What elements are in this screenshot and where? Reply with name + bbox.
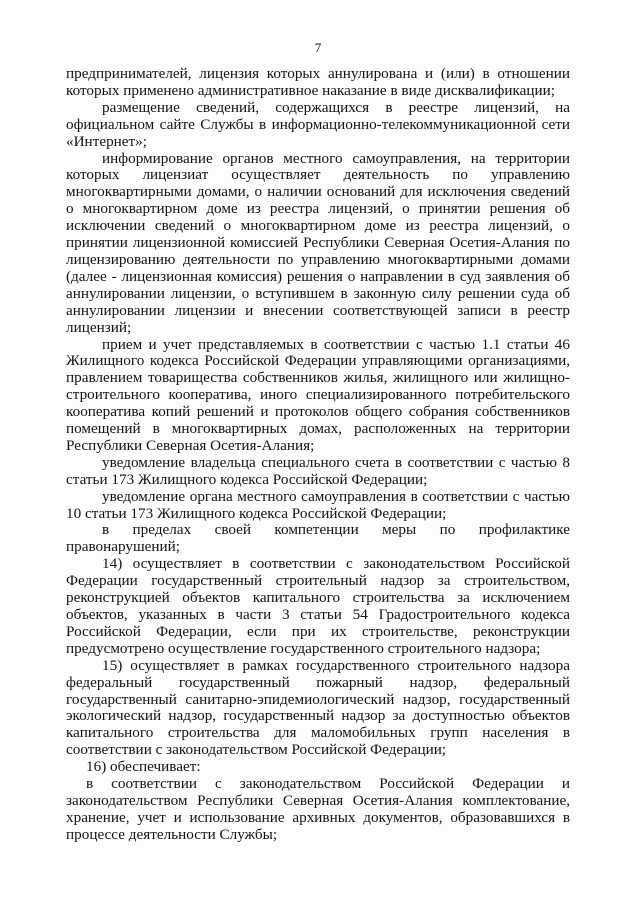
paragraph-informing-local-government: информирование органов местного самоуправления, на территории которых лицензиат осуществляет деятельность по управлению многоквартирными домами, о наличии оснований для исключения сведений о многоквартирном доме из реестра лицензий, о принятии решения об исключении сведений о многоквартирном доме из реестра лицензий, о принятии лицензионной комиссией Республики Северная Осетия-Алания по лицензированию деятельности по управлению многоквартирными домами (далее - лицензионная комиссия) решения о направлении в суд заявления об аннулировании лицензии, о вступившем в законную силу решении суда об аннулировании лицензии и внесении соответствующей записи в реестр лицензий;	[66, 149, 570, 336]
paragraph-prevention-measures: в пределах своей компетенции меры по профилактике правонарушений;	[66, 521, 570, 556]
paragraph-item-15: 15) осуществляет в рамках государственного строительного надзора федеральный государственный пожарный надзор, федеральный государственный санитарно-эпидемиологический надзор, государственный экологический надзор, государственный надзор за доступностью объектов капитального строительства для маломобильных групп населения в соответствии с законодательством Российской Федерации;	[66, 656, 570, 759]
paragraph-item-14: 14) осуществляет в соответствии с законодательством Российской Федерации государственный строительный надзор за строительством, реконструкцией объектов капитального строительства за исключением объектов, указанных в части 3 статьи 54 Градостроительного кодекса Российской Федерации, если при их строительстве, реконструкции предусмотрено осуществление государственного строительного надзора;	[66, 555, 570, 657]
paragraph-notify-account-owner: уведомление владельца специального счета в соответствии с частью 8 статьи 173 Жилищного кодекса Российской Федерации;	[66, 453, 570, 488]
paragraph-reception-of-decisions: прием и учет представляемых в соответствии с частью 1.1 статьи 46 Жилищного кодекса Российской Федерации управляющими организациями, правлением товарищества собственников жилья, жилищного или жилищно-строительного кооператива, иного специализированного потребительского кооператива копий решений и протоколов общего собрания собственников помещений в многоквартирных домах, расположенных на территории Республики Северная Осетия-Алания;	[66, 335, 570, 454]
paragraph-item-16: 16) обеспечивает:	[86, 758, 201, 776]
document-body	[66, 66, 570, 844]
paragraph-continuation: предпринимателей, лицензия которых аннулирована и (или) в отношении которых применено административное наказание в виде дисквалификации;	[66, 65, 570, 99]
paragraph-archives: в соответствии с законодательством Российской Федерации и законодательством Республики Северная Осетия-Алания комплектование, хранение, учет и использование архивных документов, образовавшихся в процессе деятельности Службы;	[66, 775, 570, 843]
paragraph-registry-publication: размещение сведений, содержащихся в реестре лицензий, на официальном сайте Службы в информационно-телекоммуникационной сети «Интернет»;	[66, 98, 570, 150]
paragraph-notify-local-government: уведомление органа местного самоуправления в соответствии с частью 10 статьи 173 Жилищного кодекса Российской Федерации;	[66, 487, 570, 522]
page-number: 7	[314, 40, 322, 55]
